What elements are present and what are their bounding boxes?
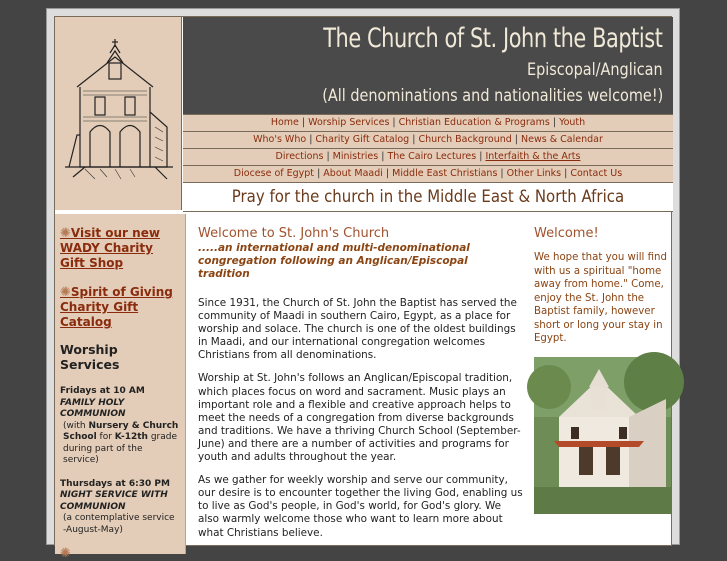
wady-gift-shop-link[interactable]: ✺Visit our new WADY Charity Gift Shop: [60, 226, 160, 270]
church-sketch-icon: [55, 17, 182, 210]
nav-news-calendar[interactable]: News & Calendar: [521, 134, 603, 145]
friday-service: Fridays at 10 AM FAMILY HOLY COMMUNION (with Nursery & Church School for K-12th grade during part of the service): [60, 386, 179, 465]
gather-paragraph: As we gather for weekly worship and serve our community, our desire is to encounter together the living God, enabling us to live as God's people, in God's world, for God's glory. We also warmly welcome those who want to learn more about what Christians believe.: [198, 474, 523, 539]
star-icon: ✺: [60, 546, 71, 561]
church-photo: [534, 357, 671, 514]
nav-charity-gift-catalog[interactable]: Charity Gift Catalog: [315, 134, 410, 145]
nav-row-2: Who's Who | Charity Gift Catalog | Church Background | News & Calendar: [183, 131, 673, 148]
nav-row-1: Home | Worship Services | Christian Education & Programs | Youth: [183, 114, 673, 131]
thursday-service: Thursdays at 6:30 PM NIGHT SERVICE WITH COMMUNION (a contemplative service -August-May): [60, 478, 175, 535]
nav-row-3: Directions | Ministries | The Cairo Lectures | Interfaith & the Arts: [183, 148, 673, 165]
nav-church-background[interactable]: Church Background: [418, 134, 512, 145]
main-subtitle: .....an international and multi-denominational congregation following an Anglican/Episcopal tradition: [198, 242, 470, 280]
page-inner: [54, 16, 672, 561]
nav-diocese-egypt[interactable]: Diocese of Egypt: [233, 168, 315, 179]
nav-about-maadi[interactable]: About Maadi: [323, 168, 383, 179]
main-title: Welcome to St. John's Church: [198, 226, 390, 241]
header-title-bar: [183, 17, 673, 114]
intro-paragraph: Since 1931, the Church of St. John the Baptist has served the community of Maadi in southern Cairo, Egypt, as a place for worship and solace. The church is one of the oldest buildings in Maadi, and our international congregation welcomes Christians from all denominations.: [198, 297, 517, 362]
nav-home[interactable]: Home: [270, 117, 299, 128]
nav-directions[interactable]: Directions: [275, 151, 324, 162]
main-content: [198, 226, 523, 550]
gift-catalog-link[interactable]: ✺Spirit of Giving Charity Gift Catalog: [60, 285, 173, 329]
star-icon: ✺: [60, 226, 71, 241]
nav-contact-us[interactable]: Contact Us: [570, 168, 623, 179]
nav-cairo-lectures[interactable]: The Cairo Lectures: [387, 151, 477, 162]
welcome-heading: Welcome!: [534, 226, 599, 241]
nav-worship-services[interactable]: Worship Services: [308, 117, 390, 128]
church-logo[interactable]: [55, 17, 182, 210]
worship-paragraph: Worship at St. John's follows an Anglican/Episcopal tradition, which places focus on word and sacrament. Music plays an important role and a flexible and creative approach helps to meet the needs of a congregation from diverse backgrounds and traditions. We have a thriving Church School (September-June) and there are a number of activities and programs for youth and adults throughout the year.: [198, 372, 521, 464]
nav-row-4: Diocese of Egypt | About Maadi | Middle East Christians | Other Links | Contact Us: [183, 165, 673, 182]
worship-services-heading: Worship Services: [60, 342, 120, 372]
left-sidebar: [55, 214, 186, 561]
nav-whos-who[interactable]: Who's Who: [253, 134, 307, 145]
welcome-text: We hope that you will find with us a spiritual "home away from home." Come, enjoy the St. John the Baptist family, however short or long your stay in Egypt.: [534, 252, 667, 344]
nav-interfaith-arts[interactable]: Interfaith & the Arts: [485, 151, 581, 162]
page-frame: [46, 8, 680, 561]
nav-youth[interactable]: Youth: [559, 117, 586, 128]
site-tagline: (All denominations and nationalities welcome!): [321, 86, 663, 106]
site-subtitle: Episcopal/Anglican: [527, 60, 663, 80]
site-title: The Church of St. John the Baptist: [323, 23, 663, 54]
right-sidebar: [534, 226, 672, 346]
nav-christian-education[interactable]: Christian Education & Programs: [398, 117, 550, 128]
nav-other-links[interactable]: Other Links: [506, 168, 562, 179]
nav-ministries[interactable]: Ministries: [332, 151, 379, 162]
nav-middle-east-christians[interactable]: Middle East Christians: [392, 168, 498, 179]
star-icon: ✺: [60, 285, 71, 300]
prayer-banner[interactable]: Pray for the church in the Middle East & North Africa: [183, 182, 673, 212]
